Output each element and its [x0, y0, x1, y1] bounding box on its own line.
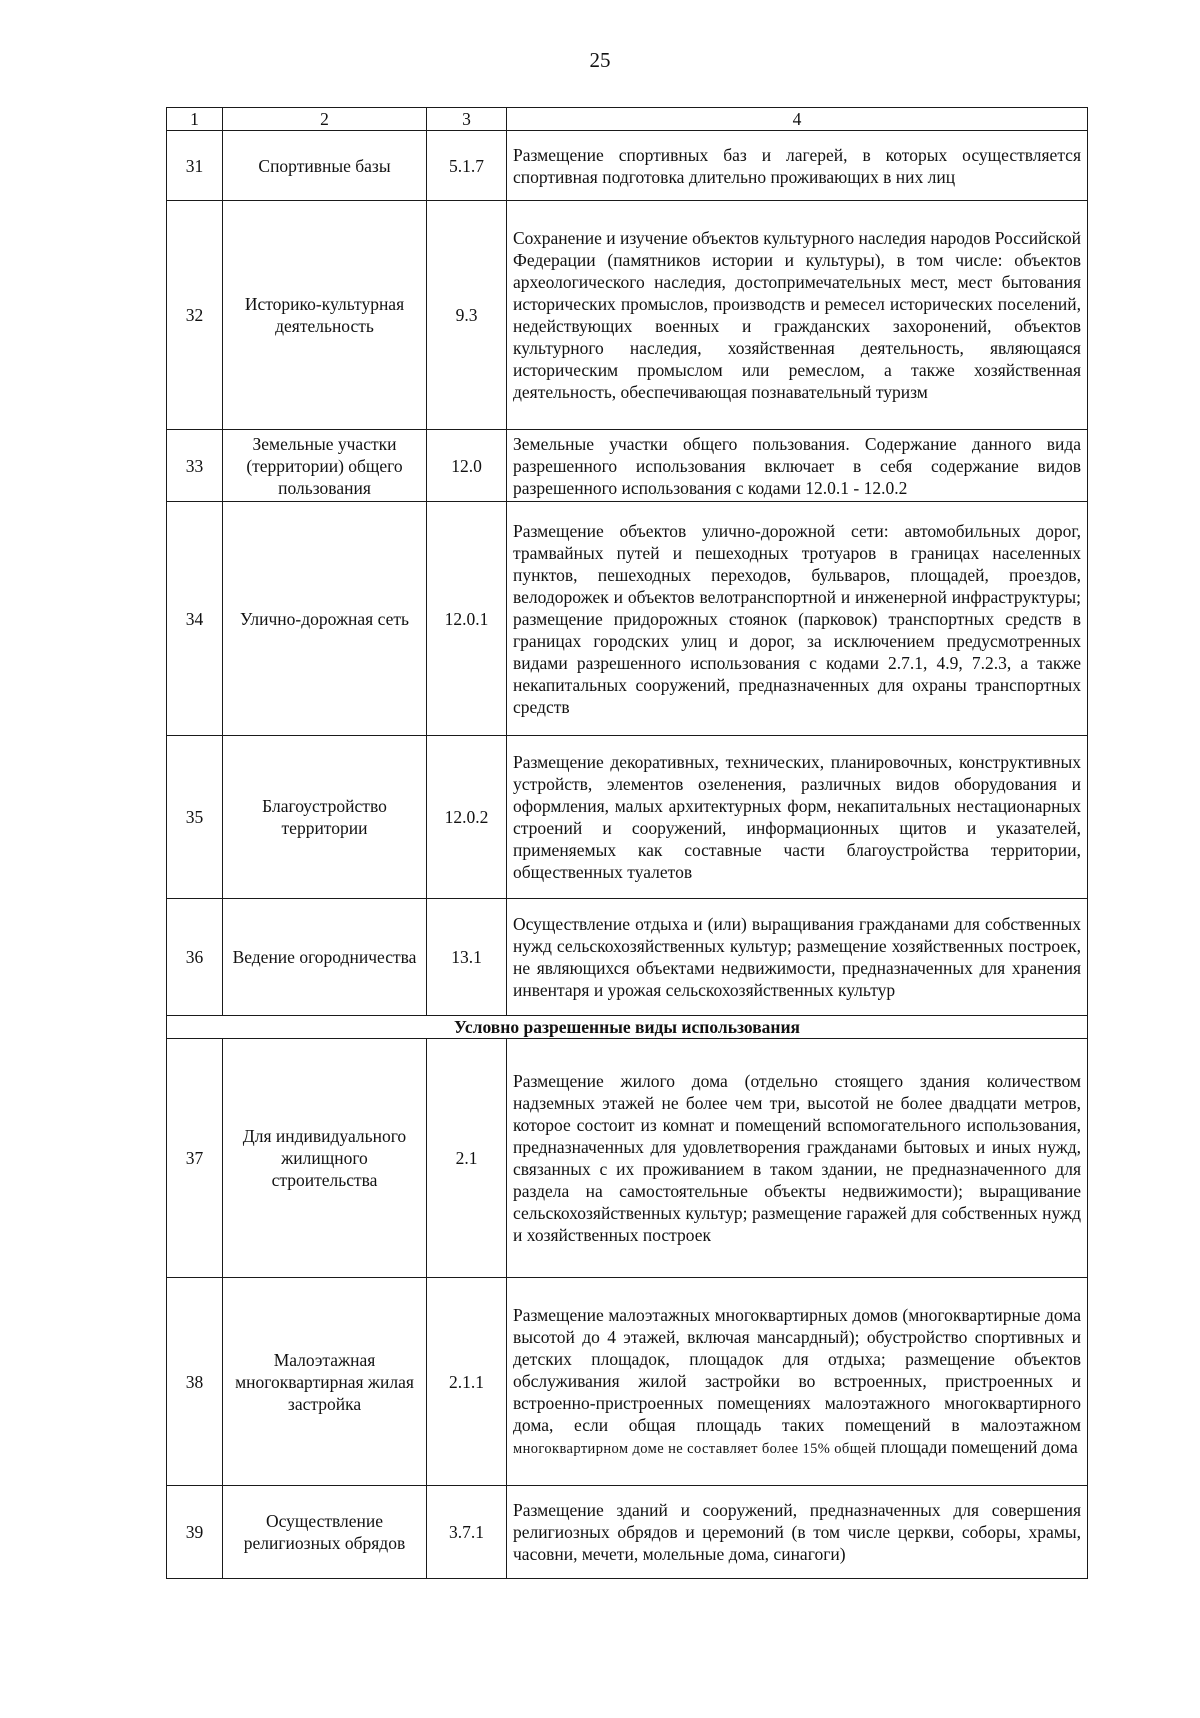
- description-main-text: Размещение малоэтажных многоквартирных домов (многоквартирные дома высотой до 4 этажей, включая мансардный); обустройство спортивных и детских площадок, площадок для отдыха; размещение объектов обслуживания жилой застройки во встроенных, пристроенных и встроенно-пристроенных помещениях малоэтажного многоквартирного дома, если общая площадь таких помещений в малоэтажном: [513, 1304, 1081, 1435]
- use-type-code: 12.0.1: [427, 502, 507, 736]
- table-row: [167, 736, 1088, 899]
- table-row: [167, 201, 1088, 430]
- row-number: 37: [167, 1039, 223, 1278]
- use-type-name: Благоустройство территории: [223, 736, 427, 899]
- use-type-name: Ведение огородничества: [223, 899, 427, 1016]
- row-number: 31: [167, 131, 223, 201]
- use-type-name: Земельные участки (территории) общего пользования: [223, 430, 427, 502]
- use-type-description: Земельные участки общего пользования. Содержание данного вида разрешенного использования включает в себя содержание видов разрешенного использования с кодами 12.0.1 - 12.0.2: [507, 430, 1088, 502]
- table-row: [167, 502, 1088, 736]
- header-col-4: 4: [507, 108, 1088, 131]
- use-type-name: Малоэтажная многоквартирная жилая застройка: [223, 1278, 427, 1486]
- use-type-code: 9.3: [427, 201, 507, 430]
- use-type-description: Сохранение и изучение объектов культурного наследия народов Российской Федерации (памятников истории и культуры), в том числе: объектов археологического наследия, достопримечательных мест, мест бытования исторических промыслов, производств и ремесел исторических поселений, недействующих военных и гражданских захоронений, объектов культурного наследия, хозяйственная деятельность, являющаяся историческим промыслом или ремеслом, а также хозяйственная деятельность, обеспечивающая познавательный туризм: [507, 201, 1088, 430]
- section-row: [167, 1016, 1088, 1039]
- use-type-name: Для индивидуального жилищного строительства: [223, 1039, 427, 1278]
- use-type-description: Размещение зданий и сооружений, предназначенных для совершения религиозных обрядов и церемоний (в том числе церкви, соборы, храмы, часовни, мечети, молельные дома, синагоги): [507, 1486, 1088, 1579]
- table-header-row: [167, 108, 1088, 131]
- description-small-text: многоквартирном доме не составляет более 15% общей: [513, 1440, 877, 1457]
- row-number: 36: [167, 899, 223, 1016]
- description-tail-text: площади помещений дома: [880, 1436, 1078, 1457]
- use-type-description: Размещение декоративных, технических, планировочных, конструктивных устройств, элементов озеленения, различных видов оборудования и оформления, малых архитектурных форм, некапитальных нестационарных строений и сооружений, информационных щитов и указателей, применяемых как составные части благоустройства территории, общественных туалетов: [507, 736, 1088, 899]
- use-type-code: 12.0.2: [427, 736, 507, 899]
- table-row: [167, 1486, 1088, 1579]
- row-number: 39: [167, 1486, 223, 1579]
- use-type-description: Размещение объектов улично-дорожной сети: автомобильных дорог, трамвайных путей и пешеходных тротуаров в границах населенных пунктов, пешеходных переходов, бульваров, площадей, проездов, велодорожек и объектов велотранспортной и инженерной инфраструктуры; размещение придорожных стоянок (парковок) транспортных средств в границах городских улиц и дорог, за исключением предусмотренных видами разрешенного использования с кодами 2.7.1, 4.9, 7.2.3, а также некапитальных сооружений, предназначенных для охраны транспортных средств: [507, 502, 1088, 736]
- use-type-code: 3.7.1: [427, 1486, 507, 1579]
- use-type-code: 12.0: [427, 430, 507, 502]
- table-row: [167, 131, 1088, 201]
- row-number: 38: [167, 1278, 223, 1486]
- use-type-code: 2.1: [427, 1039, 507, 1278]
- row-number: 35: [167, 736, 223, 899]
- use-type-name: Осуществление религиозных обрядов: [223, 1486, 427, 1579]
- use-type-code: 13.1: [427, 899, 507, 1016]
- table-row: [167, 1278, 1088, 1486]
- use-type-code: 5.1.7: [427, 131, 507, 201]
- use-type-description: Осуществление отдыха и (или) выращивания гражданами для собственных нужд сельскохозяйственных культур; размещение хозяйственных построек, не являющихся объектами недвижимости, предназначенных для хранения инвентаря и урожая сельскохозяйственных культур: [507, 899, 1088, 1016]
- table-row: [167, 430, 1088, 502]
- row-number: 33: [167, 430, 223, 502]
- row-number: 34: [167, 502, 223, 736]
- use-type-name: Историко-культурная деятельность: [223, 201, 427, 430]
- table-row: [167, 899, 1088, 1016]
- use-type-name: Спортивные базы: [223, 131, 427, 201]
- page-number: 25: [589, 48, 611, 72]
- row-number: 32: [167, 201, 223, 430]
- use-type-code: 2.1.1: [427, 1278, 507, 1486]
- use-type-description: Размещение жилого дома (отдельно стоящего здания количеством надземных этажей не более чем три, высотой не более двадцати метров, которое состоит из комнат и помещений вспомогательного использования, предназначенных для удовлетворения гражданами бытовых и иных нужд, связанных с их проживанием в таком здании, не предназначенного для раздела на самостоятельные объекты недвижимости); выращивание сельскохозяйственных культур; размещение гаражей для собственных нужд и хозяйственных построек: [507, 1039, 1088, 1278]
- use-type-description: Размещение спортивных баз и лагерей, в которых осуществляется спортивная подготовка длительно проживающих в них лиц: [507, 131, 1088, 201]
- use-type-name: Улично-дорожная сеть: [223, 502, 427, 736]
- header-col-1: 1: [167, 108, 223, 131]
- header-col-3: 3: [427, 108, 507, 131]
- table-row: [167, 1039, 1088, 1278]
- use-type-description: [507, 1278, 1088, 1486]
- land-use-table: [166, 107, 1088, 1579]
- header-col-2: 2: [223, 108, 427, 131]
- section-title: Условно разрешенные виды использования: [167, 1016, 1088, 1039]
